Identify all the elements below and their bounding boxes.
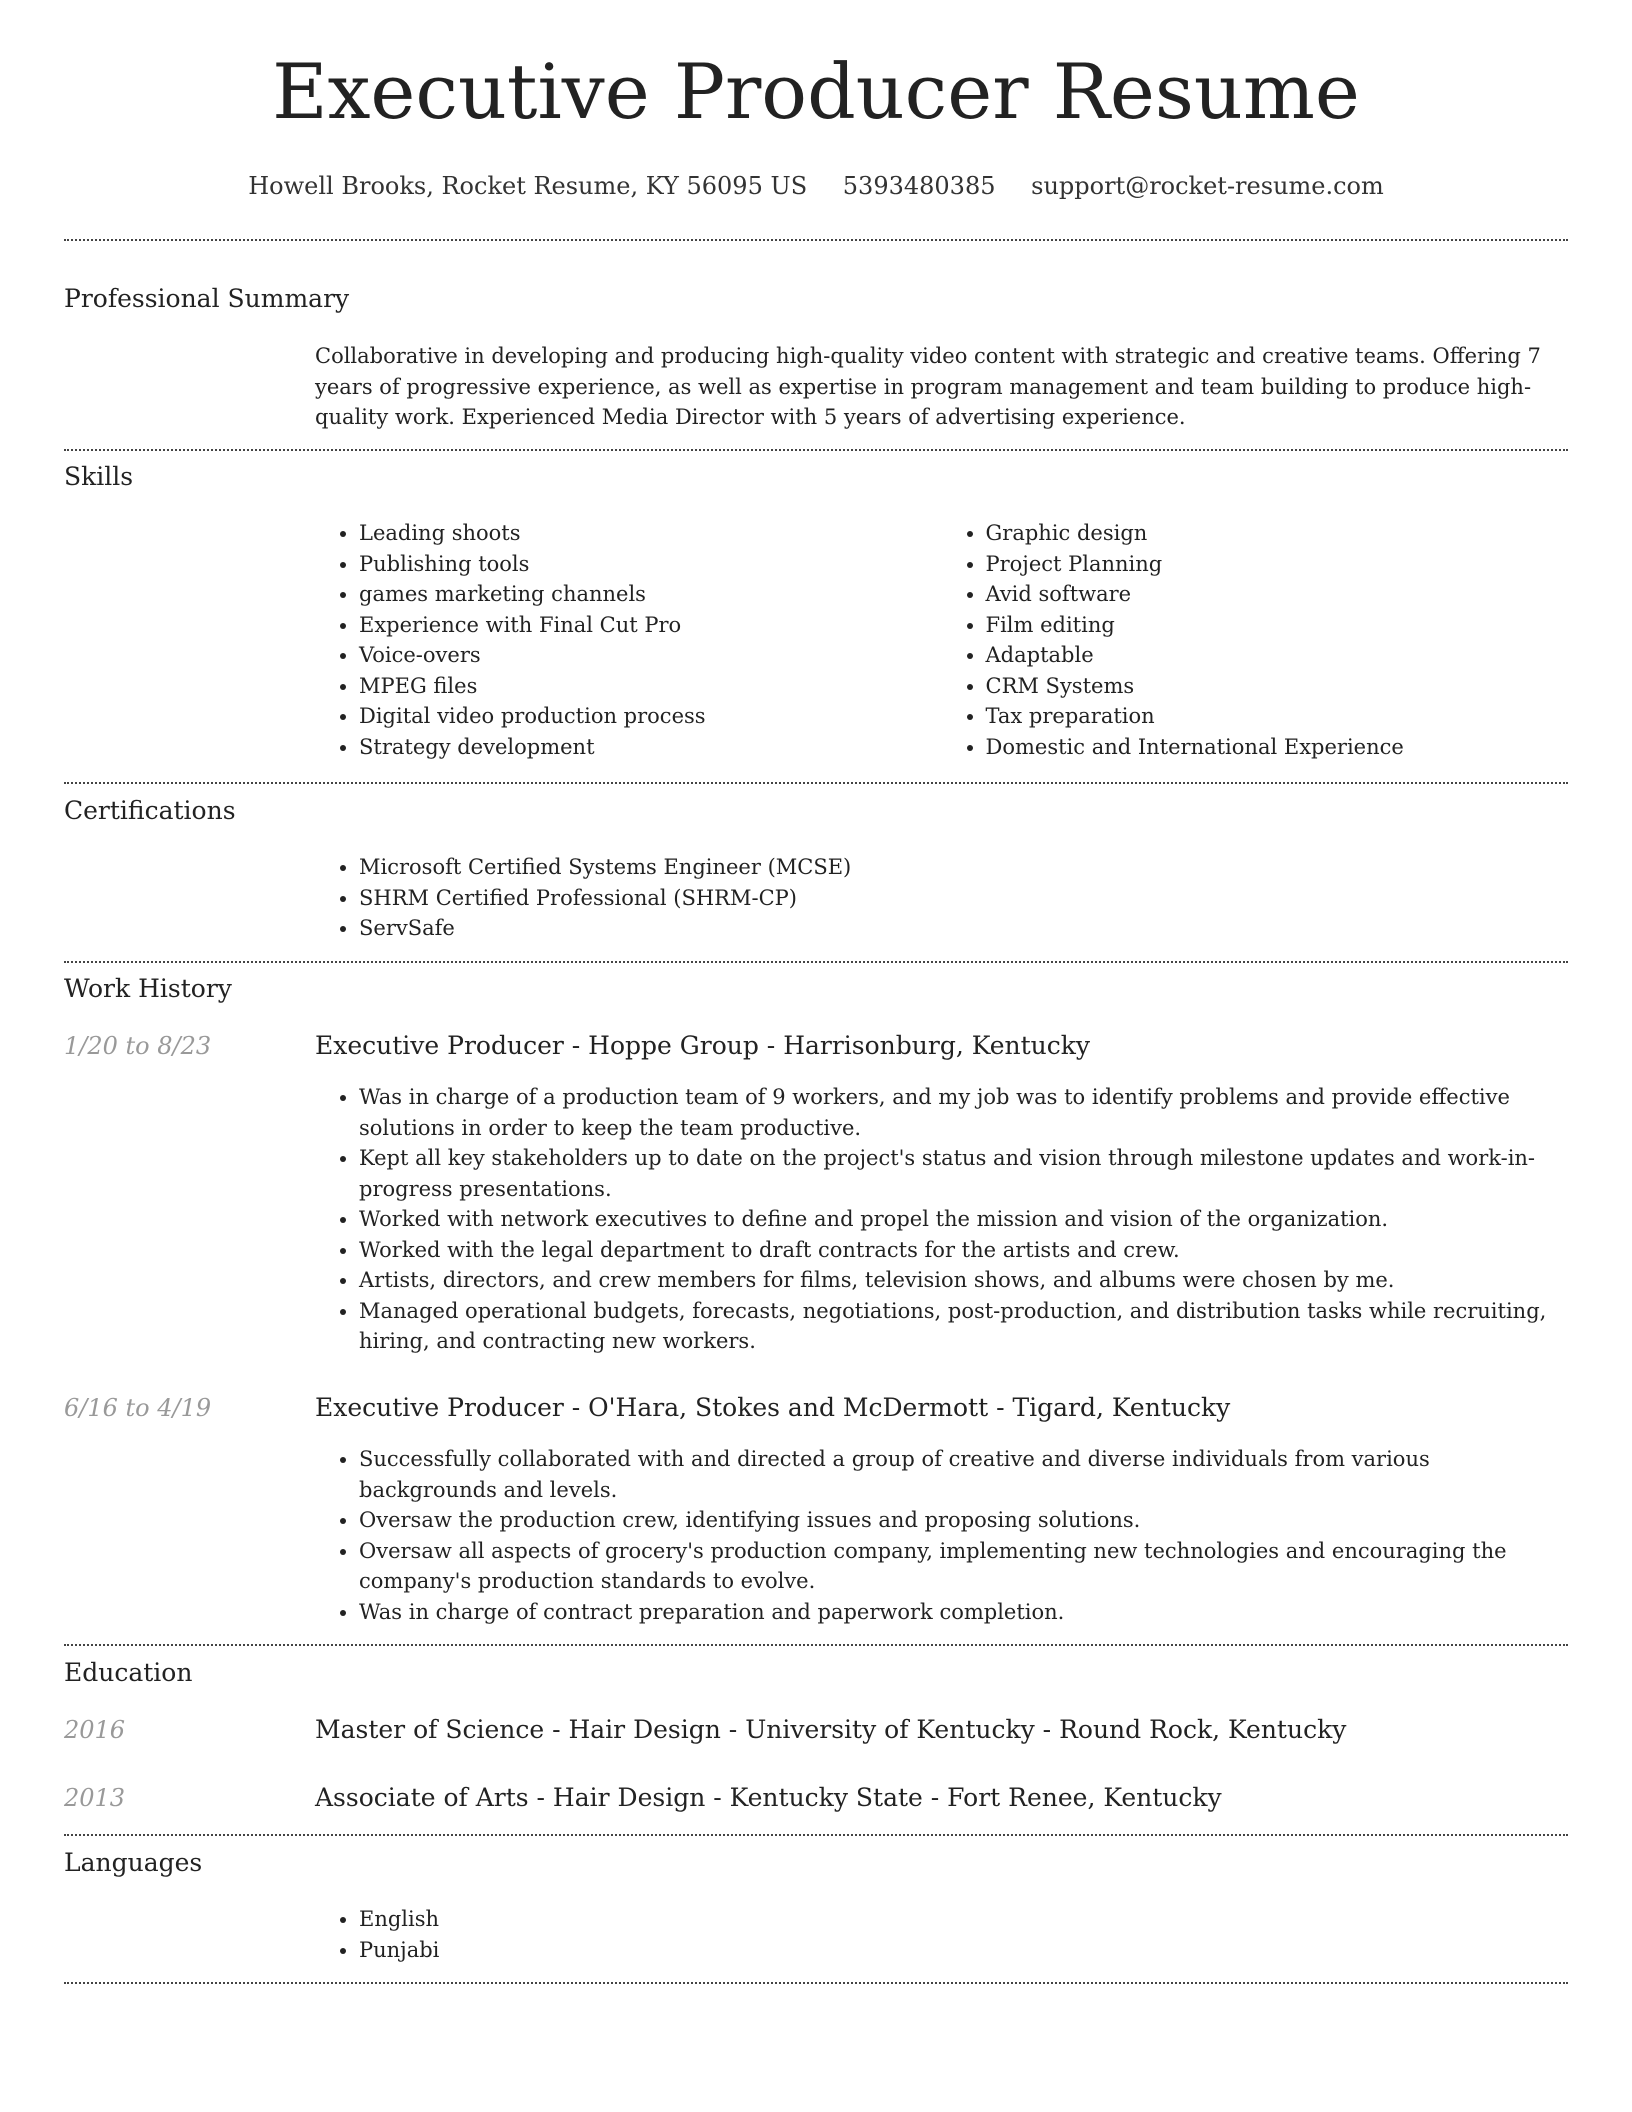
list-item: • Artists, directors, and crew members for films, television shows, and albums were chosen by me. [359, 1265, 1568, 1296]
contact-email: support@rocket-resume.com [1031, 172, 1384, 200]
list-item: • Digital video production process [359, 701, 942, 732]
list-item: • Oversaw the production crew, identifying issues and proposing solutions. [359, 1505, 1568, 1536]
section-heading-languages: Languages [64, 1848, 203, 1877]
section-divider [64, 239, 1568, 241]
job-dates: 1/20 to 8/23 [64, 1032, 212, 1060]
section-divider [64, 782, 1568, 784]
education-year: 2016 [64, 1716, 126, 1744]
job-bullets [315, 1082, 1568, 1357]
skills-list-right [942, 518, 1569, 762]
languages-list [315, 1904, 1568, 1965]
section-divider [64, 961, 1568, 963]
certifications-section [315, 852, 1568, 944]
job-bullet-list [315, 1082, 1568, 1357]
list-item: • Oversaw all aspects of grocery's production company, implementing new technologies and encouraging the company's production standards to evolve. [359, 1536, 1568, 1597]
list-item: • Voice-overs [359, 640, 942, 671]
section-heading-certifications: Certifications [64, 796, 236, 825]
contact-phone: 5393480385 [842, 172, 996, 200]
skills-list-left [315, 518, 942, 762]
education-title: Associate of Arts - Hair Design - Kentucky State - Fort Renee, Kentucky [315, 1783, 1222, 1812]
section-divider [64, 449, 1568, 451]
job-bullet-list [315, 1444, 1568, 1627]
list-item: • SHRM Certified Professional (SHRM-CP) [359, 883, 1568, 914]
list-item: • English [359, 1904, 1568, 1935]
list-item: • Leading shoots [359, 518, 942, 549]
summary-text: Collaborative in developing and producing high-quality video content with strategic and creative teams. Offering 7 years of progressive experience, as well as expertise in program management and team building to produce high-quality work. Experienced Media Director with 5 years of advertising experience. [315, 344, 1541, 429]
section-divider [64, 1982, 1568, 1984]
list-item: • Microsoft Certified Systems Engineer (MCSE) [359, 852, 1568, 883]
section-divider [64, 1644, 1568, 1646]
list-item: • games marketing channels [359, 579, 942, 610]
list-item: • Graphic design [986, 518, 1569, 549]
list-item: • Punjabi [359, 1935, 1568, 1966]
section-heading-skills: Skills [64, 462, 134, 491]
list-item: • Was in charge of contract preparation and paperwork completion. [359, 1597, 1568, 1628]
list-item: • Tax preparation [986, 701, 1569, 732]
section-divider [64, 1834, 1568, 1836]
list-item: • Adaptable [986, 640, 1569, 671]
section-heading-education: Education [64, 1658, 193, 1687]
education-year: 2013 [64, 1784, 126, 1812]
skills-section [315, 518, 1568, 762]
list-item: • Kept all key stakeholders up to date on the project's status and vision through milestone updates and work-in-progress presentations. [359, 1143, 1568, 1204]
list-item: • Avid software [986, 579, 1569, 610]
job-title: Executive Producer - O'Hara, Stokes and McDermott - Tigard, Kentucky [315, 1393, 1231, 1422]
section-heading-summary: Professional Summary [64, 284, 350, 313]
list-item: • Strategy development [359, 732, 942, 763]
job-title: Executive Producer - Hoppe Group - Harrisonburg, Kentucky [315, 1031, 1091, 1060]
list-item: • Publishing tools [359, 549, 942, 580]
contact-address: Howell Brooks, Rocket Resume, KY 56095 US [248, 172, 808, 200]
education-title: Master of Science - Hair Design - University of Kentucky - Round Rock, Kentucky [315, 1715, 1347, 1744]
list-item: • Managed operational budgets, forecasts, negotiations, post-production, and distribution tasks while recruiting, hiring, and contracting new workers. [359, 1296, 1568, 1357]
job-bullets [315, 1444, 1568, 1627]
list-item: • Was in charge of a production team of 9 workers, and my job was to identify problems and provide effective solutions in order to keep the team productive. [359, 1082, 1568, 1143]
contact-line [0, 172, 1632, 200]
list-item: • Experience with Final Cut Pro [359, 610, 942, 641]
list-item: • Successfully collaborated with and directed a group of creative and diverse individuals from various backgrounds and levels. [359, 1444, 1568, 1505]
section-heading-work-history: Work History [64, 974, 232, 1003]
job-dates: 6/16 to 4/19 [64, 1394, 212, 1422]
list-item: • Project Planning [986, 549, 1569, 580]
list-item: • CRM Systems [986, 671, 1569, 702]
list-item: • Worked with the legal department to draft contracts for the artists and crew. [359, 1235, 1568, 1266]
languages-section [315, 1904, 1568, 1965]
list-item: • ServSafe [359, 913, 1568, 944]
page-title: Executive Producer Resume [272, 47, 1360, 136]
list-item: • Worked with network executives to define and propel the mission and vision of the organization. [359, 1204, 1568, 1235]
list-item: • MPEG files [359, 671, 942, 702]
list-item: • Domestic and International Experience [986, 732, 1569, 763]
summary-section [315, 341, 1568, 433]
certifications-list [315, 852, 1568, 944]
list-item: • Film editing [986, 610, 1569, 641]
